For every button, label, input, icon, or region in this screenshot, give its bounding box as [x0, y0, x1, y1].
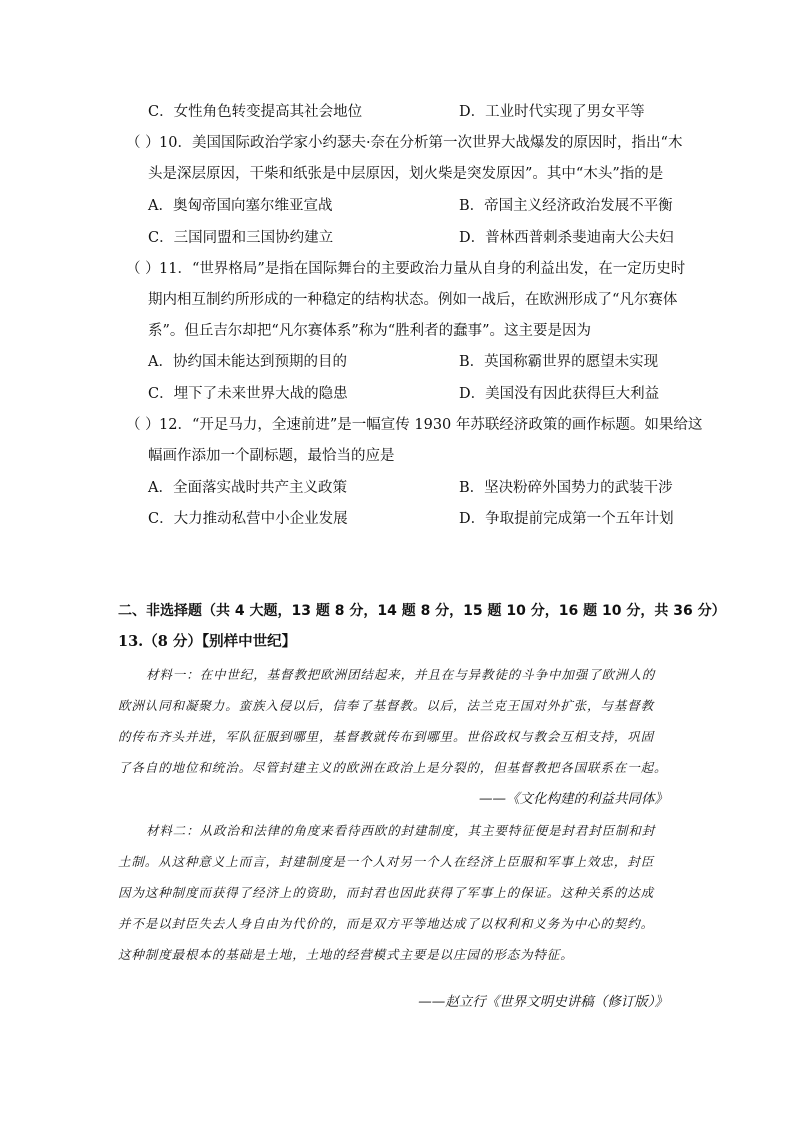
q12-option-d: D．争取提前完成第一个五年计划: [459, 511, 674, 527]
q10-stem-line1: 10．美国国际政治学家小约瑟夫·奈在分析第一次世界大战爆发的原因时，指出“木: [159, 135, 683, 151]
q11-stem-line3: 系”。但丘吉尔却把“凡尔赛体系”称为“胜利者的蠢事”。这主要是因为: [148, 323, 592, 339]
q12-option-a: A．全面落实战时共产主义政策: [148, 480, 347, 496]
material2-line1: 材料二：从政治和法律的角度来看待西欧的封建制度，其主要特征便是封君封臣制和封: [146, 823, 656, 838]
q11-option-c: C．埋下了未来世界大战的隐患: [148, 386, 348, 402]
q12-stem-line1: 12．“开足马力，全速前进”是一幅宣传 1930 年苏联经济政策的画作标题。如果给这: [159, 417, 703, 433]
material2-line5: 这种制度最根本的基础是土地，土地的经营模式主要是以庄园的形态为特征。: [118, 947, 574, 962]
q11-option-a: A．协约国未能达到预期的目的: [148, 354, 347, 370]
q9-option-d: D．工业时代实现了男女平等: [459, 104, 645, 120]
q10-option-d: D．普林西普刺杀斐迪南大公夫妇: [459, 230, 674, 246]
q11-stem-line2: 期内相互制约所形成的一种稳定的结构状态。例如一战后，在欧洲形成了“凡尔赛体: [148, 292, 678, 308]
q12-option-b: B．坚决粉碎外国势力的武装干涉: [459, 480, 673, 496]
q10-option-c: C．三国同盟和三国协约建立: [148, 230, 334, 246]
material2-line4: 并不是以封臣失去人身自由为代价的，而是双方平等地达成了以权利和义务为中心的契约。: [118, 916, 655, 931]
material1-line3: 的传布齐头并进，军队征服到哪里，基督教就传布到哪里。世俗政权与教会互相支持，巩固: [118, 729, 655, 744]
q10-option-b: B．帝国主义经济政治发展不平衡: [459, 198, 673, 214]
material1-line4: 了各自的地位和统治。尽管封建主义的欧洲在政治上是分裂的，但基督教把各国联系在一起。: [118, 760, 668, 775]
material1-source: ——《文化构建的利益共同体》: [479, 791, 668, 807]
material2-source: ——赵立行《世界文明史讲稿（修订版）》: [418, 994, 668, 1010]
q10-option-a: A．奥匈帝国向塞尔维亚宣战: [148, 198, 333, 214]
q11-stem-line1: 11．“世界格局”是指在国际舞台的主要政治力量从自身的利益出发，在一定历史时: [159, 261, 686, 277]
q9-option-c: C．女性角色转变提高其社会地位: [148, 104, 363, 120]
q11-option-d: D．美国没有因此获得巨大利益: [459, 386, 660, 402]
q11-answer-bracket: （ ）: [126, 261, 160, 277]
q11-option-b: B．英国称霸世界的愿望未实现: [459, 354, 659, 370]
q10-stem-line2: 头是深层原因，干柴和纸张是中层原因，划火柴是突发原因”。其中“木头”指的是: [148, 166, 664, 182]
q12-stem-line2: 幅画作添加一个副标题，最恰当的应是: [148, 448, 395, 464]
material2-line2: 土制。从这种意义上而言，封建制度是一个人对另一个人在经济上臣服和军事上效忠，封臣: [118, 854, 655, 869]
material1-line1: 材料一：在中世纪，基督教把欧洲团结起来，并且在与异教徒的斗争中加强了欧洲人的: [146, 667, 656, 682]
q10-answer-bracket: （ ）: [126, 135, 160, 151]
section2-heading: 二、非选择题（共 4 大题，13 题 8 分，14 题 8 分，15 题 10 分，16 题 10 分，共 36 分）: [118, 603, 726, 619]
q13-label: 13.（8 分）【别样中世纪】: [118, 633, 297, 650]
material2-line3: 因为这种制度而获得了经济上的资助，而封君也因此获得了军事上的保证。这种关系的达成: [118, 885, 655, 900]
q12-option-c: C．大力推动私营中小企业发展: [148, 511, 348, 527]
q12-answer-bracket: （ ）: [126, 417, 160, 433]
material1-line2: 欧洲认同和凝聚力。蛮族入侵以后，信奉了基督教。以后，法兰克王国对外扩张，与基督教: [118, 698, 655, 713]
